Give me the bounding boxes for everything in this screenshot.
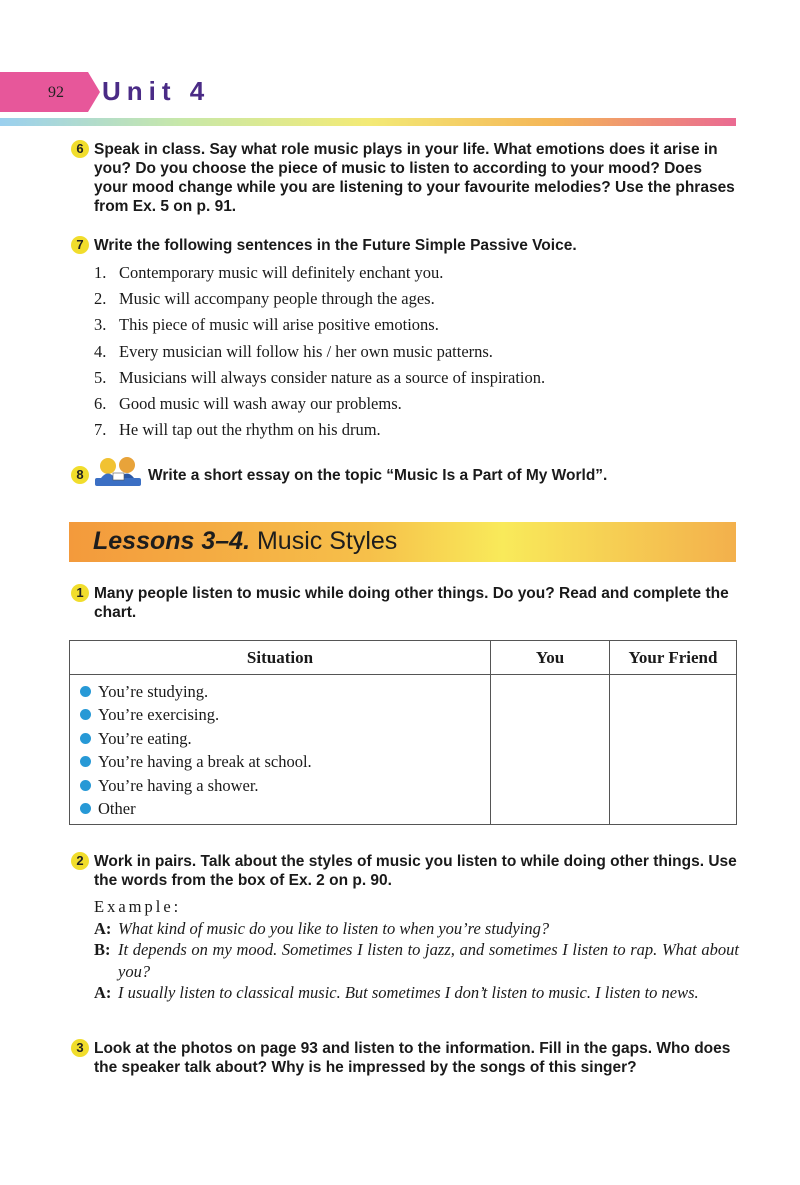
- bullet-icon: [80, 803, 91, 814]
- sentence-list: [94, 260, 545, 443]
- list-item: Other: [80, 797, 490, 820]
- task-number-badge: 6: [71, 140, 89, 158]
- dialogue-line: [94, 982, 739, 1004]
- task-number-badge: 8: [71, 466, 89, 484]
- column-header-friend: Your Friend: [610, 641, 737, 675]
- list-item: 1. Contemporary music will definitely enchant you.: [94, 263, 444, 282]
- task-2: [71, 852, 739, 890]
- lesson-title: Lessons 3–4. Music Styles: [93, 527, 398, 555]
- dialogue-text: What kind of music do you like to listen to when you’re studying?: [118, 918, 550, 938]
- task-1: [71, 584, 739, 622]
- list-item: 7. He will tap out the rhythm on his drum.: [94, 420, 381, 440]
- table-header-row: [70, 641, 737, 675]
- task-instruction: Look at the photos on page 93 and listen to the information. Fill in the gaps. Who does the speaker talk about? Why is he impressed by the songs of this singer?: [94, 1040, 731, 1076]
- you-answer-cell[interactable]: [491, 675, 610, 825]
- task-6: [71, 140, 739, 216]
- table-row: [70, 675, 737, 825]
- situation-chart: [69, 640, 737, 825]
- dialogue-text: It depends on my mood. Sometimes I listen to jazz, and sometimes I listen to rap. What about you?: [118, 940, 739, 981]
- friend-answer-cell[interactable]: [610, 675, 737, 825]
- task-instruction: Write the following sentences in the Future Simple Passive Voice.: [94, 237, 577, 254]
- list-item: You’re studying.: [80, 680, 490, 703]
- dialogue-line: [94, 939, 739, 982]
- list-item: 4. Every musician will follow his / her own music patterns.: [94, 341, 493, 361]
- list-item: 2. Music will accompany people through the ages.: [94, 289, 435, 309]
- list-item: 3. This piece of music will arise positive emotions.: [94, 315, 439, 335]
- pair-writing-icon: [93, 454, 143, 488]
- unit-title: Unit 4: [102, 76, 211, 106]
- task-7: [71, 236, 739, 255]
- header-color-stripe: [0, 118, 736, 126]
- situation-cell: [70, 675, 491, 825]
- list-item: 6. Good music will wash away our problems.: [94, 393, 402, 413]
- speaker-label: A:: [94, 983, 112, 1002]
- page-number: 92: [48, 84, 64, 101]
- dialogue-text: I usually listen to classical music. But sometimes I don’t listen to music. I listen to news.: [118, 983, 699, 1002]
- task-number-badge: 1: [71, 584, 89, 602]
- task-instruction: Write a short essay on the topic “Music Is a Part of My World”.: [148, 467, 608, 484]
- task-3: [71, 1039, 739, 1077]
- bullet-icon: [80, 733, 91, 744]
- example-label: Example:: [94, 897, 182, 916]
- task-number-badge: 2: [71, 852, 89, 870]
- list-item: 5. Musicians will always consider nature as a source of inspiration.: [94, 367, 546, 387]
- bullet-icon: [80, 686, 91, 697]
- list-item: You’re having a break at school.: [80, 750, 490, 773]
- list-item: You’re exercising.: [80, 703, 490, 726]
- task-number-badge: 7: [71, 236, 89, 254]
- task-instruction: Many people listen to music while doing other things. Do you? Read and complete the chart.: [94, 585, 729, 621]
- task-instruction: Speak in class. Say what role music plays in your life. What emotions does it arise in you? Do you choose the piece of music to listen to according to your mood? Does your mood change while you are listening to your favourite melodies? Use the phrases from Ex. 5 on p. 91.: [94, 141, 735, 215]
- bullet-icon: [80, 709, 91, 720]
- bullet-icon: [80, 780, 91, 791]
- column-header-situation: Situation: [70, 641, 491, 675]
- bullet-icon: [80, 756, 91, 767]
- speaker-label: A:: [94, 918, 112, 938]
- lesson-heading-bar: [69, 522, 736, 562]
- list-item: You’re eating.: [80, 727, 490, 750]
- task-8: [71, 466, 739, 485]
- example-dialogue: [94, 896, 739, 1004]
- task-instruction: Work in pairs. Talk about the styles of music you listen to while doing other things. Use the words from the box of Ex. 2 on p. 90.: [94, 853, 737, 889]
- list-item: You’re having a shower.: [80, 774, 490, 797]
- column-header-you: You: [491, 641, 610, 675]
- dialogue-line: [94, 918, 739, 940]
- speaker-label: B:: [94, 940, 111, 959]
- task-number-badge: 3: [71, 1039, 89, 1057]
- situation-list: [70, 675, 490, 824]
